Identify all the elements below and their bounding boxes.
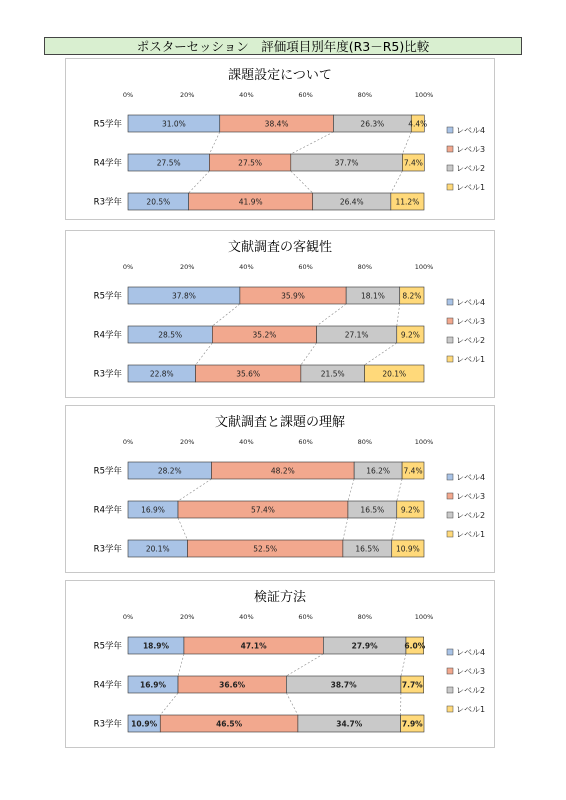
legend-swatch (447, 356, 453, 362)
series-connector (286, 654, 323, 676)
x-tick-label: 80% (357, 438, 373, 446)
x-tick-label: 0% (122, 438, 134, 446)
x-tick-label: 80% (357, 91, 373, 99)
data-label: 26.4% (339, 197, 364, 207)
series-connector (317, 304, 347, 326)
data-label: 16.5% (355, 544, 380, 554)
data-label: 41.9% (238, 197, 263, 207)
legend-label: レベル4 (456, 473, 486, 482)
data-label: 52.5% (253, 544, 278, 554)
legend-label: レベル1 (456, 530, 486, 539)
data-label: 10.9% (131, 719, 158, 729)
data-label: 21.5% (320, 369, 345, 379)
data-label: 27.5% (238, 158, 263, 168)
series-connector (209, 132, 219, 154)
legend-swatch (447, 531, 453, 537)
category-label: R5学年 (93, 291, 122, 302)
data-label: 35.9% (281, 291, 305, 301)
data-label: 28.5% (158, 330, 183, 340)
data-label: 20.1% (382, 369, 407, 379)
series-connector (397, 304, 400, 326)
series-connector (178, 479, 211, 501)
data-label: 57.4% (251, 505, 275, 515)
series-connector (178, 518, 187, 540)
category-label: R3学年 (93, 369, 122, 380)
legend-swatch (447, 706, 453, 712)
chart-title: 検証方法 (253, 590, 307, 605)
data-label: 16.2% (366, 466, 391, 476)
series-connector (160, 693, 178, 715)
x-tick-label: 40% (239, 263, 254, 271)
legend-swatch (447, 512, 453, 518)
data-label: 9.2% (400, 505, 420, 515)
legend-label: レベル3 (456, 145, 486, 154)
series-connector (348, 479, 354, 501)
legend-swatch (447, 493, 453, 499)
data-label: 20.5% (146, 197, 171, 207)
data-label: 7.7% (401, 680, 423, 690)
legend-label: レベル2 (456, 511, 486, 520)
chart-svg (66, 581, 494, 747)
chart-title: 課題設定について (228, 68, 332, 83)
chart-panel-kensho-hoho (65, 580, 495, 748)
data-label: 31.0% (161, 119, 186, 129)
series-connector (402, 132, 411, 154)
category-label: R4学年 (93, 158, 122, 169)
series-connector (286, 693, 298, 715)
data-label: 16.5% (360, 505, 385, 515)
series-connector (301, 343, 317, 365)
series-connector (397, 479, 402, 501)
category-label: R4学年 (93, 505, 122, 516)
chart-svg (66, 231, 494, 397)
legend-swatch (447, 127, 453, 133)
data-label: 27.5% (156, 158, 181, 168)
legend-label: レベル2 (456, 336, 486, 345)
category-label: R3学年 (93, 544, 122, 555)
legend-swatch (447, 318, 453, 324)
legend-label: レベル2 (456, 164, 486, 173)
x-tick-label: 20% (179, 438, 195, 446)
legend-label: レベル1 (456, 183, 486, 192)
data-label: 9.2% (400, 330, 420, 340)
legend-label: レベル3 (456, 317, 486, 326)
legend-label: レベル1 (456, 355, 486, 364)
series-connector (343, 518, 348, 540)
legend-swatch (447, 146, 453, 152)
x-tick-label: 60% (298, 613, 313, 621)
chart-svg (66, 406, 494, 572)
data-label: 7.4% (403, 158, 423, 168)
legend-swatch (447, 165, 453, 171)
legend-swatch (447, 337, 453, 343)
legend-label: レベル1 (456, 705, 486, 714)
chart-panel-kadai-settei (65, 58, 495, 220)
legend-swatch (447, 299, 453, 305)
legend-swatch (447, 649, 453, 655)
series-connector (212, 304, 240, 326)
x-tick-label: 60% (298, 263, 313, 271)
page-title: ポスターセッション 評価項目別年度(R3－R5)比較 (44, 37, 522, 55)
data-label: 27.9% (351, 641, 378, 651)
data-label: 37.7% (334, 158, 359, 168)
x-tick-label: 80% (357, 263, 373, 271)
x-tick-label: 0% (122, 263, 134, 271)
legend-swatch (447, 687, 453, 693)
legend-swatch (447, 668, 453, 674)
chart-title: 文献調査と課題の理解 (214, 415, 346, 430)
data-label: 37.8% (172, 291, 196, 301)
data-label: 36.6% (219, 680, 246, 690)
data-label: 46.5% (216, 719, 243, 729)
data-label: 18.1% (361, 291, 385, 301)
data-label: 4.4% (408, 119, 428, 129)
series-connector (291, 171, 313, 193)
chart-title: 文献調査の客観性 (227, 240, 333, 255)
data-label: 35.6% (236, 369, 261, 379)
x-tick-label: 20% (179, 613, 195, 621)
legend-swatch (447, 474, 453, 480)
series-connector (391, 171, 403, 193)
legend-swatch (447, 184, 453, 190)
data-label: 38.4% (264, 119, 289, 129)
data-label: 20.1% (145, 544, 170, 554)
x-tick-label: 20% (179, 91, 195, 99)
x-tick-label: 100% (414, 263, 434, 271)
x-tick-label: 100% (414, 438, 434, 446)
category-label: R5学年 (93, 466, 122, 477)
category-label: R4学年 (93, 680, 122, 691)
data-label: 22.8% (149, 369, 174, 379)
category-label: R5学年 (93, 641, 122, 652)
x-tick-label: 0% (122, 91, 134, 99)
data-label: 11.2% (395, 197, 420, 207)
x-tick-label: 100% (414, 613, 434, 621)
data-label: 18.9% (142, 641, 169, 651)
series-connector (291, 132, 334, 154)
data-label: 38.7% (330, 680, 357, 690)
series-connector (392, 518, 397, 540)
series-connector (365, 343, 397, 365)
category-label: R4学年 (93, 330, 122, 341)
x-tick-label: 60% (298, 438, 313, 446)
legend-label: レベル4 (456, 648, 486, 657)
series-connector (178, 654, 184, 676)
data-label: 27.1% (344, 330, 369, 340)
series-connector (195, 343, 212, 365)
x-tick-label: 0% (122, 613, 134, 621)
chart-panel-bunken-rikai (65, 405, 495, 573)
x-tick-label: 100% (414, 91, 434, 99)
category-label: R5学年 (93, 119, 122, 130)
data-label: 48.2% (270, 466, 295, 476)
data-label: 16.9% (139, 680, 167, 690)
chart-svg (66, 59, 494, 219)
data-label: 10.9% (395, 544, 420, 554)
legend-label: レベル3 (456, 492, 486, 501)
series-connector (189, 171, 210, 193)
data-label: 8.2% (402, 291, 422, 301)
data-label: 34.7% (336, 719, 363, 729)
data-label: 28.2% (157, 466, 182, 476)
category-label: R3学年 (93, 197, 122, 208)
x-tick-label: 60% (298, 91, 313, 99)
chart-panel-bunken-kyakkansei (65, 230, 495, 398)
x-tick-label: 40% (239, 438, 254, 446)
data-label: 26.3% (360, 119, 385, 129)
data-label: 7.4% (403, 466, 423, 476)
legend-label: レベル2 (456, 686, 486, 695)
data-label: 7.9% (401, 719, 423, 729)
data-label: 16.9% (141, 505, 165, 515)
series-connector (401, 654, 406, 676)
data-label: 35.2% (252, 330, 277, 340)
legend-label: レベル3 (456, 667, 486, 676)
legend-label: レベル4 (456, 126, 486, 135)
data-label: 6.0% (404, 641, 426, 651)
x-tick-label: 40% (239, 91, 254, 99)
x-tick-label: 40% (239, 613, 254, 621)
x-tick-label: 20% (179, 263, 195, 271)
data-label: 47.1% (240, 641, 267, 651)
category-label: R3学年 (93, 719, 122, 730)
x-tick-label: 80% (357, 613, 373, 621)
legend-label: レベル4 (456, 298, 486, 307)
